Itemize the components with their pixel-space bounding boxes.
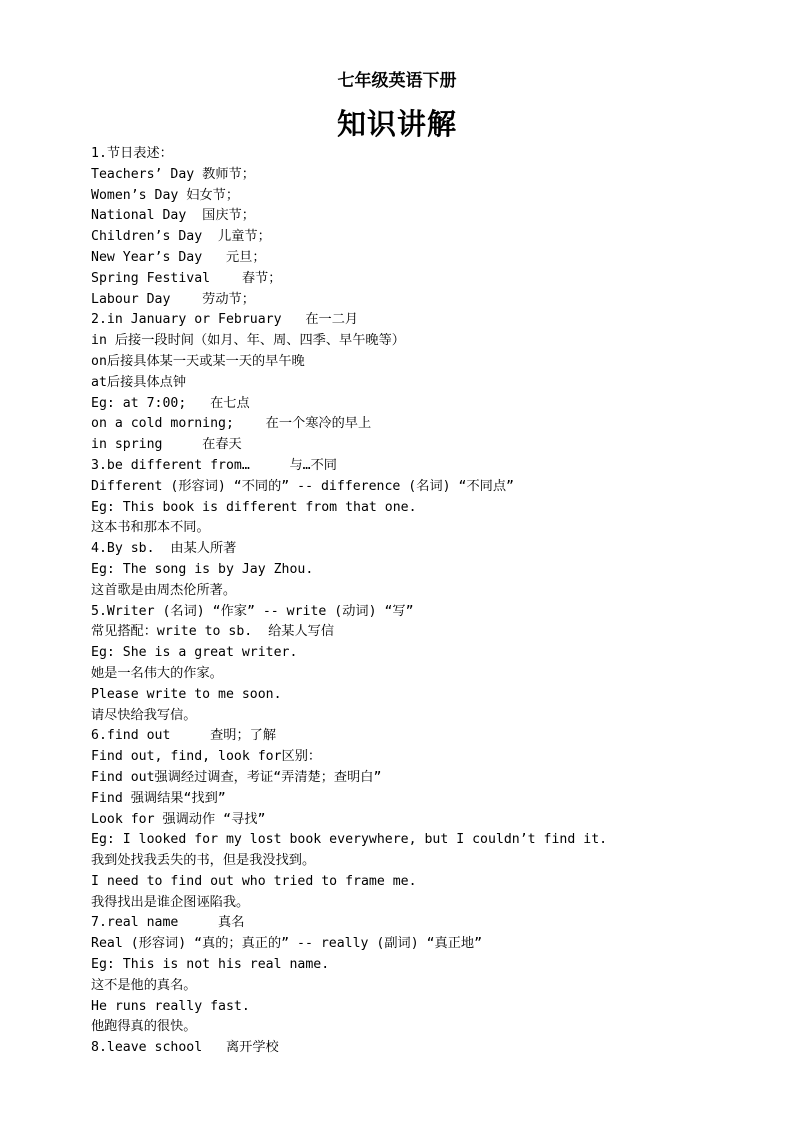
text-line: 4.By sb. 由某人所著	[91, 541, 237, 557]
text-line: 他跑得真的很快。	[91, 1019, 197, 1035]
text-line: Women’s Day 妇女节；	[91, 187, 240, 203]
text-line: Labour Day 劳动节；	[91, 291, 255, 307]
text-line: in 后接一段时间（如月、年、周、四季、早午晚等）	[91, 333, 405, 349]
document-subtitle: 七年级英语下册	[337, 71, 457, 91]
text-line: 6.find out 查明；了解	[91, 728, 277, 744]
text-line: 我到处找我丢失的书，但是我没找到。	[91, 853, 316, 869]
document-title: 知识讲解	[336, 107, 457, 141]
text-line: 5.Writer (名词) “作家” -- write (动词) “写”	[91, 603, 414, 619]
text-line: 1.节日表述：	[91, 146, 173, 161]
text-line: He runs really fast.	[91, 998, 250, 1014]
text-line: on a cold morning; 在一个寒冷的早上	[91, 416, 372, 432]
text-line: Teachers’ Day 教师节；	[91, 166, 255, 182]
text-line: Look for 强调动作 “寻找”	[91, 811, 266, 827]
text-line: 我得找出是谁企图诬陷我。	[91, 894, 250, 910]
text-line: Find out, find, look for区别：	[91, 749, 322, 765]
text-line: 2.in January or February 在一二月	[91, 312, 359, 328]
text-line: Eg: This is not his real name.	[91, 957, 330, 973]
text-line: 这本书和那本不同。	[91, 520, 210, 536]
text-line: Eg: at 7:00; 在七点	[91, 395, 250, 411]
text-line: 她是一名伟大的作家。	[91, 665, 223, 681]
text-line: 3.be different from… 与…不同	[91, 457, 337, 473]
text-line: 这不是他的真名。	[91, 977, 197, 993]
text-line: Please write to me soon.	[91, 686, 282, 702]
text-line: 8.leave school 离开学校	[91, 1040, 279, 1056]
text-line: New Year’s Day 元旦；	[91, 249, 266, 265]
text-line: I need to find out who tried to frame me.	[91, 873, 417, 889]
text-line: Eg: This book is different from that one.	[91, 499, 417, 515]
text-line: 常见搭配：write to sb. 给某人写信	[91, 624, 335, 640]
text-line: Find 强调结果“找到”	[91, 790, 226, 806]
text-line: Real (形容词) “真的；真正的” -- really (副词) “真正地”	[91, 936, 483, 952]
text-line: 这首歌是由周杰伦所著。	[91, 582, 237, 598]
document-body	[91, 144, 781, 1059]
text-line: on后接具体某一天或某一天的早午晚	[91, 353, 305, 369]
text-line: 请尽快给我写信。	[91, 707, 197, 723]
text-line: in spring 在春天	[91, 437, 242, 453]
text-line: Children’s Day 儿童节；	[91, 229, 271, 245]
text-line: at后接具体点钟	[91, 374, 187, 390]
text-line: Different (形容词) “不同的” -- difference (名词) “不同点”	[91, 478, 514, 494]
text-line: Eg: The song is by Jay Zhou.	[91, 561, 314, 577]
text-line: Spring Festival 春节；	[91, 270, 282, 286]
text-line: Find out强调经过调查，考证“弄清楚；查明白”	[91, 769, 382, 785]
text-line: 7.real name 真名	[91, 915, 245, 931]
text-line: Eg: I looked for my lost book everywhere, but I couldn’t find it.	[91, 832, 608, 848]
text-line: National Day 国庆节；	[91, 208, 255, 224]
text-line: Eg: She is a great writer.	[91, 645, 298, 661]
